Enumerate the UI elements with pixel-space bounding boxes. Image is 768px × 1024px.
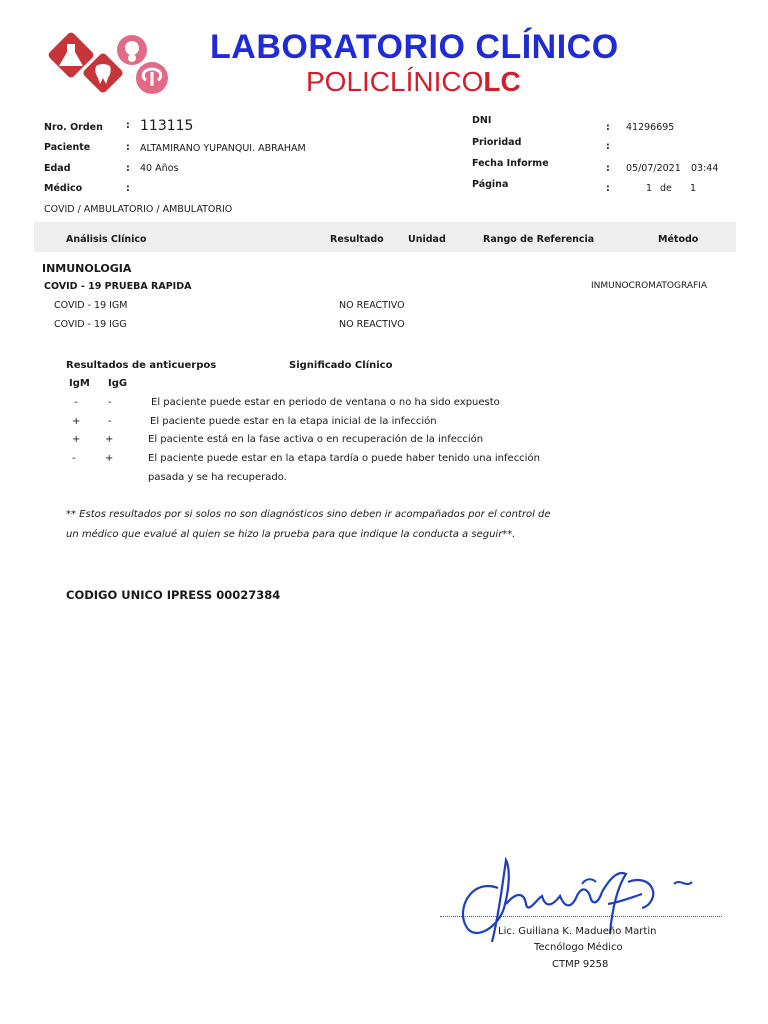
antibody-igg: - xyxy=(108,416,112,427)
col-analysis: Análisis Clínico xyxy=(66,234,147,245)
disclaimer-line: un médico que evalué al quien se hizo la prueba para que indique la conducta a seguir**. xyxy=(66,529,516,540)
disclaimer-line: ** Estos resultados por si solos no son diagnósticos sino deben ir acompañados por el control de xyxy=(66,509,551,520)
lab-logo-icon xyxy=(44,28,174,100)
lab-logo xyxy=(44,28,174,100)
result-row-name: COVID - 19 IGG xyxy=(54,319,127,330)
antibody-meaning-continuation: pasada y se ha recuperado. xyxy=(148,472,287,483)
doctor-colon: : xyxy=(126,183,130,194)
col-unit: Unidad xyxy=(408,234,446,245)
signer-role: Tecnólogo Médico xyxy=(534,942,623,953)
col-method: Método xyxy=(658,234,699,245)
antibody-meaning: El paciente está en la fase activa o en recuperación de la infección xyxy=(148,434,484,445)
signer-name: Lic. Guiliana K. Madueño Martin xyxy=(498,926,657,937)
lab-subtitle xyxy=(306,66,521,98)
antibody-meaning: El paciente puede estar en la etapa inicial de la infección xyxy=(150,416,437,427)
page-total: 1 xyxy=(690,183,697,194)
antibody-igg: - xyxy=(108,397,112,408)
result-row-value: NO REACTIVO xyxy=(339,319,405,330)
signer-license: CTMP 9258 xyxy=(552,959,609,970)
col-reference: Rango de Referencia xyxy=(483,234,595,245)
priority-colon: : xyxy=(606,141,610,152)
igg-heading: IgG xyxy=(108,378,128,389)
subtitle-brand: LC xyxy=(483,66,521,97)
antibody-igg: + xyxy=(105,434,114,445)
age-colon: : xyxy=(126,163,130,174)
result-row-value: NO REACTIVO xyxy=(339,300,405,311)
antibody-igm: + xyxy=(72,416,81,427)
order-value: 113115 xyxy=(140,118,194,134)
antibody-meaning: El paciente puede estar en la etapa tardía o puede haber tenido una infección xyxy=(148,453,540,464)
page-of: de xyxy=(660,183,672,194)
page-current: 1 xyxy=(646,183,653,194)
test-method: INMUNOCROMATOGRAFIA xyxy=(591,281,707,291)
lab-title: LABORATORIO CLÍNICO xyxy=(210,28,619,66)
report-date-colon: : xyxy=(606,163,610,174)
antibodies-heading: Resultados de anticuerpos xyxy=(66,360,217,371)
report-date-value: 05/07/2021 xyxy=(626,163,681,174)
patient-colon: : xyxy=(126,142,130,153)
order-label: Nro. Orden xyxy=(44,122,103,133)
dni-label: DNI xyxy=(472,115,492,126)
page-colon: : xyxy=(606,183,610,194)
section-name: INMUNOLOGIA xyxy=(42,262,132,275)
report-date-label: Fecha Informe xyxy=(472,158,549,169)
antibody-igm: - xyxy=(74,397,78,408)
dni-colon: : xyxy=(606,122,610,133)
antibody-igg: + xyxy=(105,453,114,464)
age-value: 40 Años xyxy=(140,163,179,174)
subtitle-main: POLICLÍNICO xyxy=(306,66,484,97)
age-label: Edad xyxy=(44,163,71,174)
patient-label: Paciente xyxy=(44,142,91,153)
page-label: Página xyxy=(472,179,509,190)
dni-value: 41296695 xyxy=(626,122,675,133)
result-row-name: COVID - 19 IGM xyxy=(54,300,128,311)
antibody-igm: - xyxy=(72,453,76,464)
doctor-label: Médico xyxy=(44,183,83,194)
igm-heading: IgM xyxy=(69,378,90,389)
meaning-heading: Significado Clínico xyxy=(289,360,393,371)
order-colon: : xyxy=(126,120,130,131)
antibody-igm: + xyxy=(72,434,81,445)
priority-label: Prioridad xyxy=(472,137,522,148)
report-time-value: 03:44 xyxy=(691,163,719,174)
ipress-code: CODIGO UNICO IPRESS 00027384 xyxy=(66,588,281,602)
col-result: Resultado xyxy=(330,234,384,245)
test-name: COVID - 19 PRUEBA RAPIDA xyxy=(44,281,192,292)
antibody-meaning: El paciente puede estar en periodo de ventana o no ha sido expuesto xyxy=(151,397,500,408)
patient-value: ALTAMIRANO YUPANQUI. ABRAHAM xyxy=(140,143,306,154)
service-line: COVID / AMBULATORIO / AMBULATORIO xyxy=(44,204,233,215)
